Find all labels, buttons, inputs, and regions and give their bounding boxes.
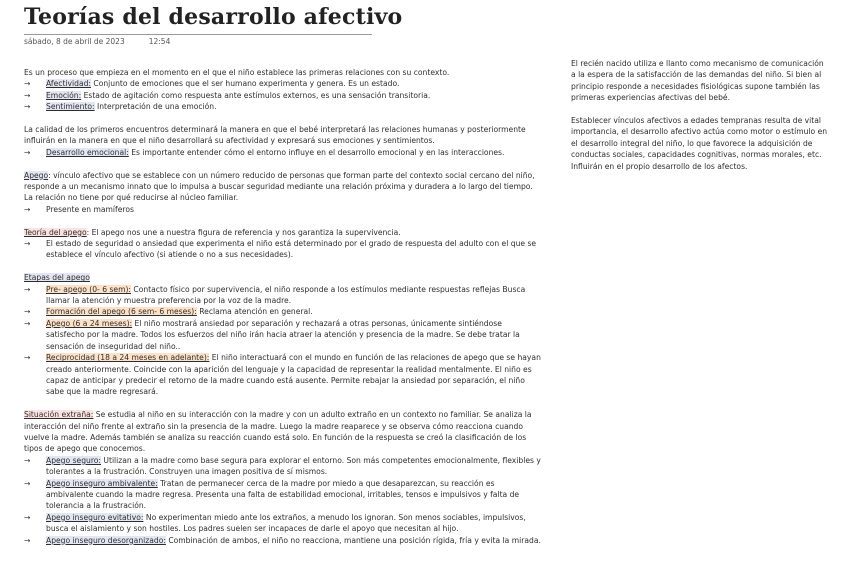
list-item-text: Utilizan a la madre como base segura para explorar el entorno. Son más competentes emocionalmente, flexibles y tolerantes a la frustración. Construyen una imagen positiva de sí mismos. (46, 455, 541, 477)
apego-paragraph (24, 170, 542, 204)
list-item (24, 512, 542, 535)
paragraph-text: : vínculo afectivo que se establece con un número reducido de personas que forman parte del contexto social cercano del niño, responde a un mecanismo innato que lo impulsa a buscar seguridad mediante una relación próxima y duradera a lo largo del tiempo. La relación no tiene por qué reducirse al núcleo familiar. (24, 170, 535, 203)
arrow-icon: → (24, 239, 31, 249)
term-apego-6-24: Apego (6 a 24 meses): (46, 318, 133, 328)
list-item (24, 455, 542, 478)
etapas-heading (24, 272, 542, 283)
note-body[interactable] (24, 67, 542, 546)
arrow-icon: → (24, 284, 31, 294)
term-formacion-apego: Formación del apego (6 sem- 6 meses): (46, 307, 197, 317)
arrow-icon: → (24, 318, 31, 328)
page-date: sábado, 8 de abril de 2023 (24, 37, 125, 46)
arrow-icon: → (24, 90, 31, 100)
arrow-icon: → (24, 147, 31, 157)
arrow-icon: → (24, 353, 31, 363)
list-item-text: Combinación de ambos, el niño no reacciona, mantiene una posición rígida, fría y evita la mirada. (165, 535, 541, 545)
list-item (24, 352, 542, 398)
arrow-icon: → (24, 307, 31, 317)
etapas-heading-text: Etapas del apego (24, 273, 90, 283)
list-item-text: Es importante entender cómo el entorno influye en el desarrollo emocional y en las interacciones. (128, 147, 505, 157)
intro-paragraph: Es un proceso que empieza en el momento en el que el niño establece las primeras relaciones con su contexto. (24, 68, 450, 77)
list-item-text: Presente en mamíferos (46, 204, 134, 214)
list-item-text: El niño mostrará ansiedad por separación y rechazará a otras personas, únicamente sintiéndose satisfecho por la madre. Todos los esfuerzos del niño irán hacia atraer la atención y presencia de la madre. Se debe tratar la sensación de inseguridad del niño.. (46, 318, 520, 351)
list-item-text: Conjunto de emociones que el ser humano experimenta y genera. Es un estado. (91, 79, 400, 89)
list-item (24, 535, 542, 546)
term-desarrollo-emocional: Desarrollo emocional: (46, 147, 129, 157)
list-item (24, 478, 542, 512)
list-item (24, 238, 542, 261)
list-item-text: Tratan de permanecer cerca de la madre por miedo a que desaparezcan, su reacción es ambivalente cuando la madre regresa. Presenta una falta de estabilidad emocional, irritables, tensos e impulsivos y falta de tolerancia a la frustración. (46, 478, 520, 511)
arrow-icon: → (24, 79, 31, 89)
list-item (24, 90, 542, 101)
arrow-icon: → (24, 478, 31, 488)
list-item (24, 78, 542, 89)
term-situacion-extrana: Situación extraña: (24, 410, 94, 420)
arrow-icon: → (24, 204, 31, 214)
side-paragraph-2: Establecer vínculos afectivos a edades tempranas resulta de vital importancia, el desarrollo afectivo actúa como motor o estímulo en el desarrollo integral del niño, lo que favorece la adquisición de conductas sociales, capacidades cognitivas, normas morales, etc. Influirán en el propio desarrollo de los afectos. (571, 116, 828, 171)
arrow-icon: → (24, 455, 31, 465)
list-item (24, 318, 542, 352)
term-reciprocidad: Reciprocidad (18 a 24 meses en adelante): (46, 353, 210, 363)
term-afectividad: Afectividad: (46, 79, 91, 89)
teoria-paragraph (24, 227, 542, 238)
list-item-text: El niño interactuará con el mundo en función de las relaciones de apego que se hayan creado anteriormente. Coincide con la aparición del lenguaje y la capacidad de representar la realidad mentalmente. El niño es capaz de anticipar y predecir el retorno de la madre cuando está ausente. Permite rebajar la ansiedad por separación, el niño sabe que la madre regresará. (46, 353, 541, 397)
list-item-text: Contacto físico por supervivencia, el niño responde a los estímulos mediante respuestas reflejas Busca llamar la atención y muestra preferencia por la voz de la madre. (46, 284, 526, 306)
term-apego-ambivalente: Apego inseguro ambivalente: (46, 478, 158, 488)
list-item (24, 306, 542, 317)
term-apego-evitativo: Apego inseguro evitativo: (46, 512, 144, 522)
page-meta (24, 37, 170, 46)
list-item-text: No experimentan miedo ante los extraños, a menudo los ignoran. Son menos sociables, impulsivos, busca el aislamiento y son hostiles. Los padres suelen ser incapaces de darle el apoyo que necesitan al hijo. (46, 512, 526, 534)
list-item-text: Reclama atención en general. (196, 307, 313, 317)
side-note[interactable] (571, 58, 829, 172)
term-emocion: Emoción: (46, 90, 82, 100)
term-apego: Apego (24, 170, 49, 180)
list-item-text: Interpretación de una emoción. (94, 102, 217, 112)
term-apego-seguro: Apego seguro: (46, 455, 101, 465)
list-item (24, 204, 542, 215)
term-pre-apego: Pre- apego (0- 6 sem): (46, 284, 131, 294)
title-divider (24, 34, 372, 35)
list-item-text: El estado de seguridad o ansiedad que experimenta el niño está determinado por el grado de respuesta del adulto con el que se establece el vínculo afectivo (si atiende o no a sus necesidades). (46, 239, 537, 260)
situacion-paragraph (24, 409, 542, 455)
calidad-paragraph: La calidad de los primeros encuentros determinará la manera en que el bebé interpretará las relaciones humanas y posteriormente influirán en la manera en que el niño desarrollará su afectividad y expresará sus emociones y sentimientos. (24, 125, 526, 146)
arrow-icon: → (24, 102, 31, 112)
term-apego-desorganizado: Apego inseguro desorganizado: (46, 535, 166, 545)
paragraph-text: Se estudia al niño en su interacción con la madre y con un adulto extraño en un contexto no familiar. Se analiza la interacción del niño frente al extraño sin la presencia de la madre. Luego la madre reaparece y se observa cómo reacciona cuando vuelve la madre. Además también se analiza su reacción cuando está solo. En función de la respuesta se creó la clasificación de los tipos de apego que conocemos. (24, 410, 532, 454)
list-item (24, 147, 542, 158)
term-teoria-apego: Teoría del apego (24, 227, 87, 237)
list-item (24, 284, 542, 307)
paragraph-text: : El apego nos une a nuestra figura de referencia y nos garantiza la supervivencia. (86, 227, 401, 237)
page-title: Teorías del desarrollo afectivo (24, 4, 403, 30)
term-sentimiento: Sentimiento: (46, 102, 95, 112)
side-paragraph-1: El recién nacido utiliza e llanto como mecanismo de comunicación a la espera de la satisfacción de las demandas del niño. Si bien al principio responde a necesidades fisiológicas supone también las primeras experiencias afectivas del bebé. (571, 59, 824, 103)
list-item-text: Estado de agitación como respuesta ante estímulos externos, es una sensación transitoria. (81, 90, 431, 100)
arrow-icon: → (24, 535, 31, 545)
page-time: 12:54 (148, 37, 171, 46)
list-item (24, 101, 542, 112)
arrow-icon: → (24, 512, 31, 522)
